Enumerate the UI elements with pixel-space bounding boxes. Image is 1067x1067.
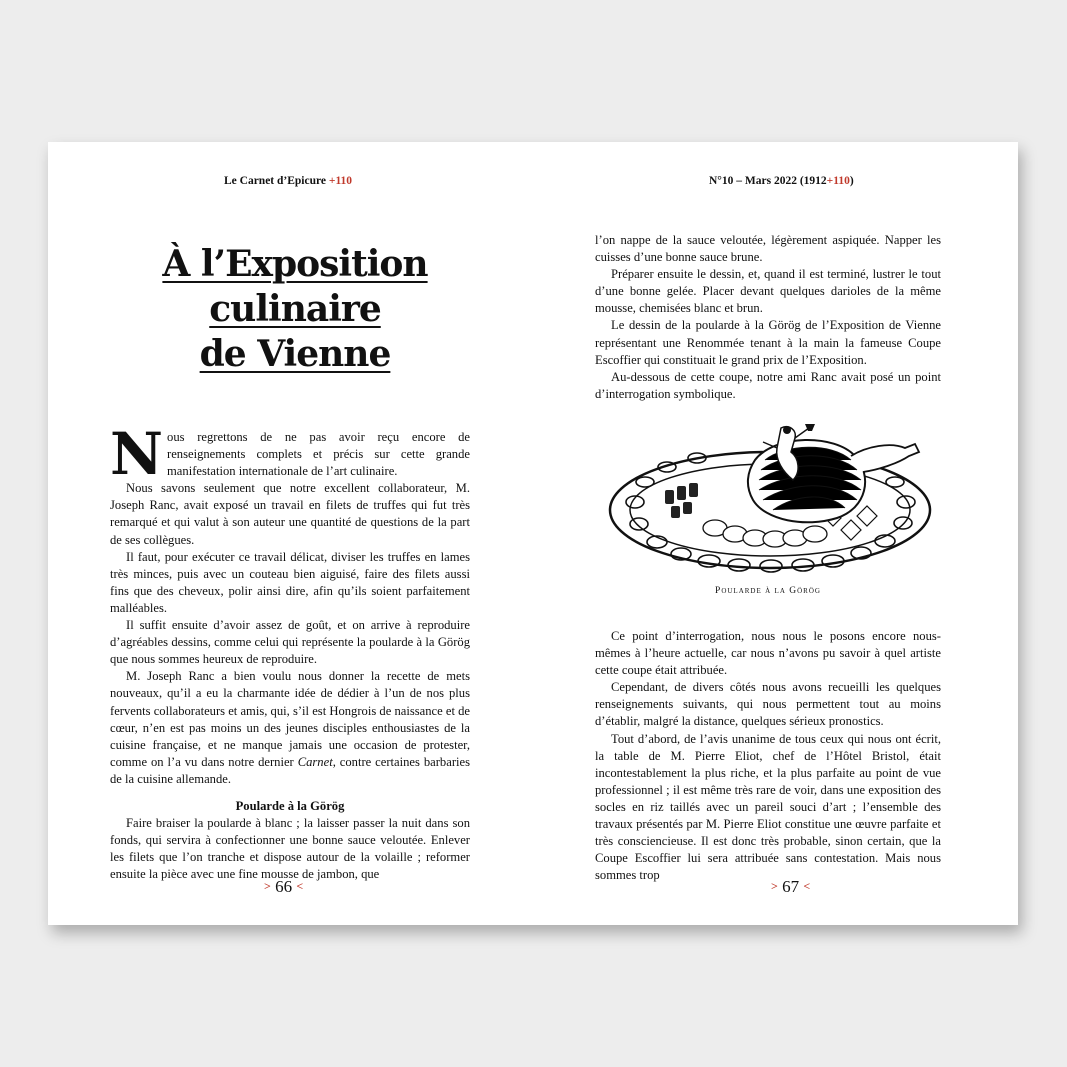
running-head-accent: +110 — [826, 175, 850, 187]
right-text-column-bottom — [595, 628, 941, 884]
paragraph: Ce point d’interrogation, nous nous le posons encore nous-mêmes à l’heure actuelle, car nous n’avons pu savoir à quel artiste cette coupe était attribuée. — [595, 629, 941, 678]
paragraph: Tout d’abord, de l’avis unanime de tous ceux qui nous ont écrit, la table de M. Pierre Eliot, chef de l’Hôtel Bristol, était incontestablement la plus riche, et la plus parfaite au point de vue professionnel ; il est même très rare de voir, dans une exposition des socles en riz taillés avec un pareil souci d’art ; l’ensemble des travaux présentés par M. Pierre Eliot constitue une œuvre parfaite et très consciencieuse. Il est donc très probable, sinon certain, que la Coupe Escoffier lui sera attribuée sans contestation. Mais nous sommes trop — [595, 731, 941, 883]
folio-marker-left: > — [264, 879, 271, 893]
poularde-illustration — [605, 420, 935, 580]
title-line-2: culinaire — [209, 288, 381, 330]
paragraph: M. Joseph Ranc a bien voulu nous donner la recette de mets nouveaux, qu’il a eu la charmante idée de dédier à l’un de nos plus fervents collaborateurs et amis, qui, s’il est Hongrois de naissance et de cœur, n’en est pas moins un des jeunes disciples enthousiastes de la cuisine française, et ne manque jamais une occasion de protester, comme on l’a vu dans notre dernier Carnet, contre certaines barbaries de la cuisine allemande. — [110, 669, 470, 786]
paragraph: Il suffit ensuite d’avoir assez de goût, et on arrive à reproduire d’agréables dessins, comme celui qui représente la poularde à la Görög que nous sommes heureux de reproduire. — [110, 618, 470, 667]
paragraph: Nous regrettons de ne pas avoir reçu encore de renseignements complets et précis sur cette grande manifestation internationale de l’art culinaire. — [110, 420, 470, 488]
recipe-paragraph: Faire braiser la poularde à blanc ; la laisser passer la nuit dans son fonds, qui servira à confectionner une bonne sauce veloutée. Enlever les filets que l’on tranche et dispose autour de la volaille ; reformer ensuite la pièce avec une fine mousse de jambon, que — [110, 816, 470, 882]
page-number-right — [771, 877, 810, 897]
folio-marker-right: < — [803, 879, 811, 893]
paragraph: Il faut, pour exécuter ce travail délicat, diviser les truffes en lames très minces, puis avec un couteau bien aiguisé, faire des filets aussi fins que des cheveux, polir ainsi dire, afin qu’ils soient parfaitement malléables. — [110, 549, 470, 615]
paragraph: Nous savons seulement que notre excellent collaborateur, M. Joseph Ranc, avait exposé un travail en filets de truffes qui fut très remarqué et qui valut à son auteur une quantité de questions de la part de ses collègues. — [110, 481, 470, 547]
recipe-subhead: Poularde à la Görög — [235, 798, 345, 813]
paragraph: Au-dessous de cette coupe, notre ami Ranc avait posé un point d’interrogation symbolique. — [595, 369, 941, 401]
article-title — [110, 242, 480, 377]
running-head-right: N°10 – Mars 2022 (1912+110) — [709, 175, 854, 187]
right-text-column-top — [595, 232, 941, 403]
book-spread — [48, 142, 1018, 925]
title-line-3: de Vienne — [199, 333, 391, 375]
folio-marker-left: > — [771, 879, 778, 893]
paragraph: Le dessin de la poularde à la Görög de l’Exposition de Vienne représentant une Renommée tenant à la main la fameuse Coupe Escoffier qui constituait le grand prix de l’Exposition. — [595, 318, 941, 367]
drop-cap: N — [110, 420, 162, 488]
paragraph: l’on nappe de la sauce veloutée, légèrement aspiquée. Napper les cuisses d’une bonne sauce brune. — [595, 233, 941, 265]
issue-info: N°10 – Mars 2022 (1912 — [709, 175, 827, 187]
illustration-caption: Poularde à la Görög — [715, 586, 821, 596]
page-number-left — [264, 877, 303, 897]
running-head-left — [224, 175, 352, 187]
folio-marker-right: < — [296, 879, 304, 893]
left-text-column — [110, 420, 470, 883]
folio-number: 67 — [782, 877, 800, 896]
paragraph: Préparer ensuite le dessin, et, quand il est terminé, lustrer le tout d’une bonne gelée. Placer devant quelques darioles de la même mousse, chemisées blanc et brun. — [595, 267, 941, 316]
magazine-name: Le Carnet d’Epicure — [224, 175, 327, 187]
running-head-accent: +110 — [328, 175, 353, 187]
paragraph: Cependant, de divers côtés nous avons recueilli les quelques renseignements suivants, qui nous permettent tout au moins d’établir, malgré la distance, quelques sérieux pronostics. — [595, 680, 941, 729]
right-page — [533, 142, 1018, 925]
title-line-1: À l’Exposition — [162, 243, 428, 285]
italic-carnet: Carnet — [297, 754, 333, 769]
folio-number: 66 — [275, 877, 293, 896]
left-page — [48, 142, 533, 925]
